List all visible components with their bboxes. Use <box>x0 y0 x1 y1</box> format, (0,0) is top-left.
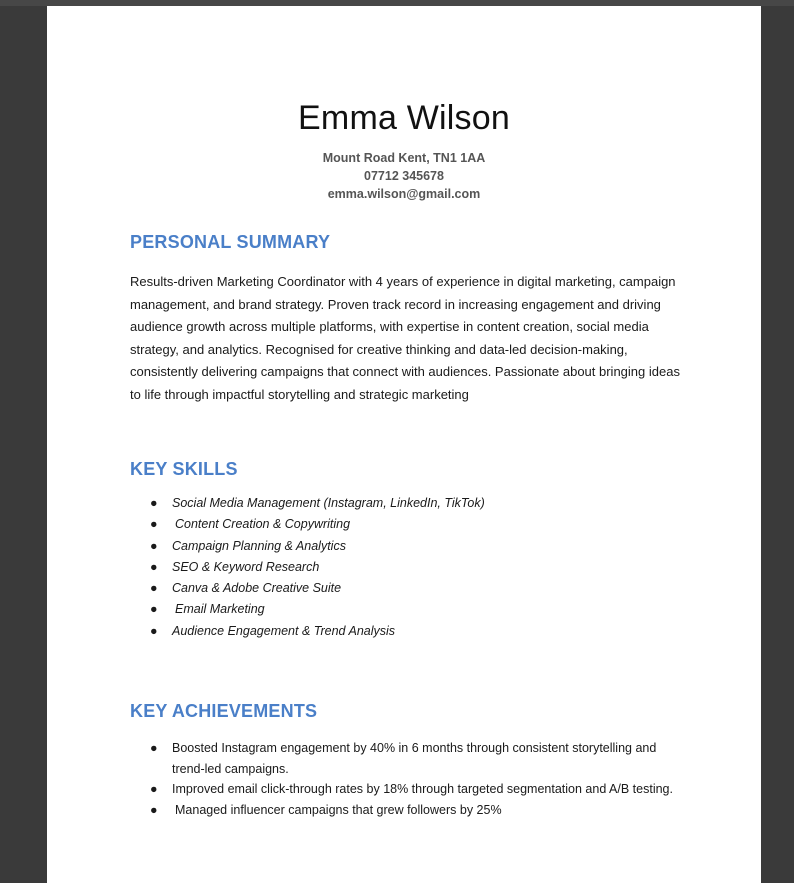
resume-page <box>47 6 761 883</box>
key-achievements-list <box>130 738 690 820</box>
skill-label: Content Creation & Copywriting <box>175 517 351 532</box>
skill-item <box>130 557 485 578</box>
contact-address: Mount Road Kent, TN1 1AA <box>322 151 486 165</box>
skill-label: Audience Engagement & Trend Analysis <box>172 623 396 638</box>
bullet-icon: ● <box>150 538 158 553</box>
bullet-icon: ● <box>150 581 158 596</box>
contact-phone: 07712 345678 <box>364 169 444 183</box>
personal-summary-text: Results-driven Marketing Coordinator with 4 years of experience in digital marketing, campaign management, and brand strategy. Proven track record in increasing engagement and driving audience growth across multiple platforms, with expertise in content creation, social media strategy, and analytics. Recognised for creative thinking and data-led decision-making, consistently delivering campaigns that connect with audiences. Passionate about bringing ideas to life through impactful storytelling and strategic marketing <box>130 274 680 402</box>
bullet-icon: ● <box>150 559 158 574</box>
skill-item <box>130 536 485 557</box>
bullet-icon: ● <box>150 602 158 617</box>
key-achievements-heading: KEY ACHIEVEMENTS <box>130 701 318 721</box>
key-skills-heading: KEY SKILLS <box>130 459 238 479</box>
bullet-icon: ● <box>150 496 158 510</box>
bullet-icon: ● <box>150 623 158 638</box>
skill-item <box>130 599 485 620</box>
achievement-text: Improved email click-through rates by 18% through targeted segmentation and A/B testing. <box>172 782 673 796</box>
achievement-item <box>130 779 690 800</box>
achievement-text: Managed influencer campaigns that grew followers by 25% <box>175 802 502 817</box>
skill-label: Campaign Planning & Analytics <box>172 538 346 553</box>
achievement-item <box>130 800 690 821</box>
personal-summary-heading: PERSONAL SUMMARY <box>130 232 331 252</box>
skill-label: SEO & Keyword Research <box>172 559 320 574</box>
skill-label: Social Media Management (Instagram, LinkedIn, TikTok) <box>172 496 485 510</box>
bullet-icon: ● <box>150 802 158 817</box>
skill-item <box>130 621 485 642</box>
skill-item <box>130 514 485 535</box>
bullet-icon: ● <box>150 517 158 532</box>
bullet-icon: ● <box>150 741 158 755</box>
skill-label: Email Marketing <box>175 602 265 617</box>
achievement-text: Boosted Instagram engagement by 40% in 6 months through consistent storytelling and trend-led campaigns. <box>172 741 657 776</box>
skill-item <box>130 578 485 599</box>
contact-email: emma.wilson@gmail.com <box>327 187 481 201</box>
key-skills-list <box>130 493 485 642</box>
candidate-name: Emma Wilson <box>298 99 510 137</box>
achievement-item <box>130 738 690 779</box>
skill-label: Canva & Adobe Creative Suite <box>172 581 342 596</box>
skill-item <box>130 493 485 514</box>
bullet-icon: ● <box>150 782 158 796</box>
